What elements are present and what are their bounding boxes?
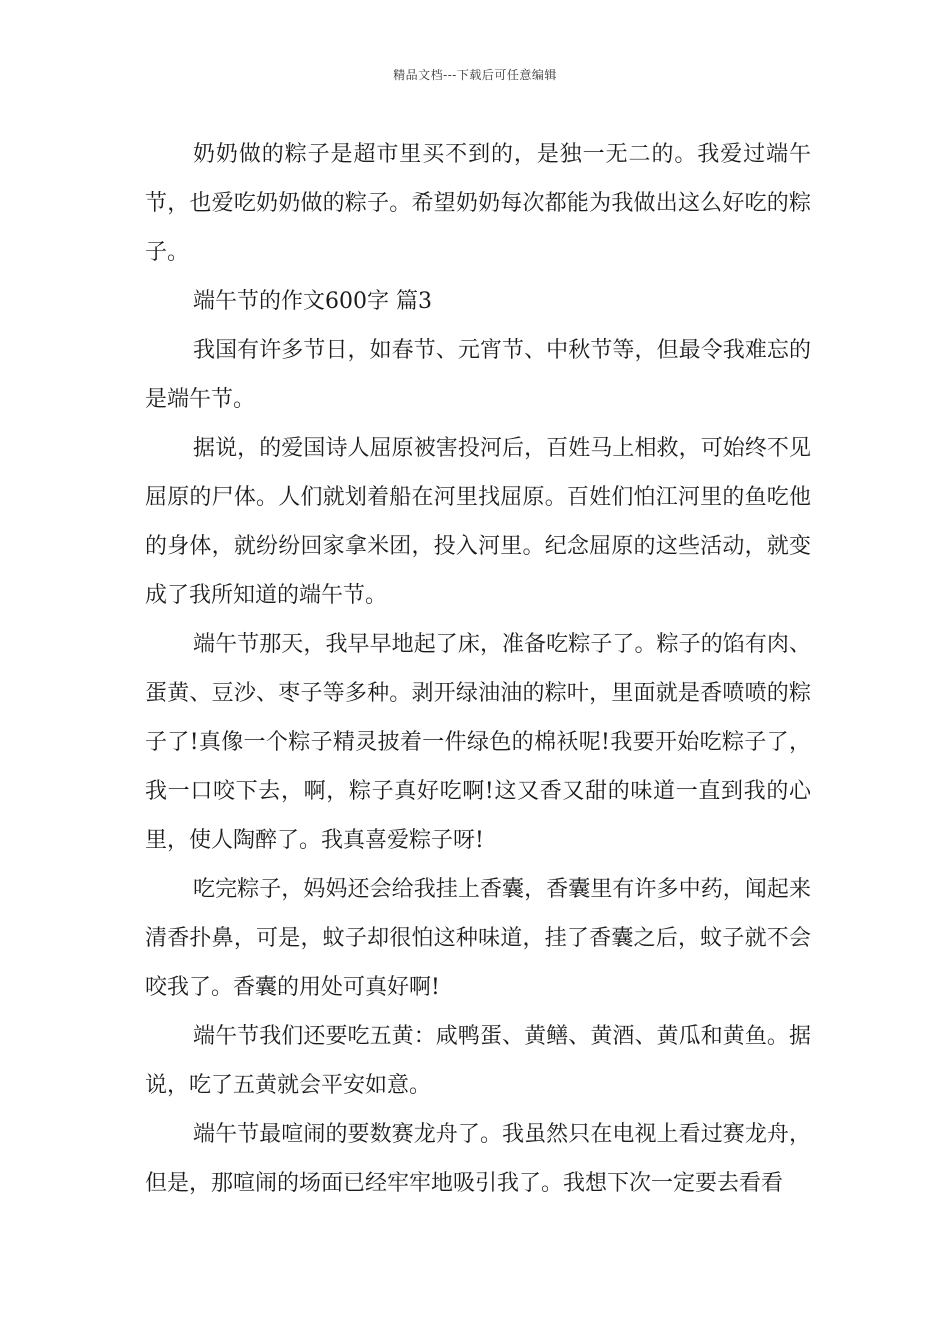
section-heading: 端午节的作文600字 篇3 — [193, 289, 432, 314]
page-header: 精品文档---下载后可任意编辑 — [393, 68, 557, 82]
paragraph-1: 奶奶做的粽子是超市里买不到的，是独一无二的。我爱过端午节，也爱吃奶奶做的粽子。希望奶奶每次都能为我做出这么好吃的粽子。 — [145, 142, 811, 265]
paragraph-7: 端午节最喧闹的要数赛龙舟了。我虽然只在电视上看过赛龙舟，但是，那喧闹的场面已经牢牢地吸引我了。我想下次一定要去看看 — [145, 1122, 811, 1196]
document-body — [145, 130, 811, 1208]
paragraph-4: 端午节那天，我早早地起了床，准备吃粽子了。粽子的馅有肉、蛋黄、豆沙、枣子等多种。剥开绿油油的粽叶，里面就是香喷喷的粽子了!真像一个粽子精灵披着一件绿色的棉袄呢!我要开始吃粽子了，我一口咬下去，啊，粽子真好吃啊!这又香又甜的味道一直到我的心里，使人陶醉了。我真喜爱粽子呀! — [145, 632, 811, 853]
paragraph-2: 我国有许多节日，如春节、元宵节、中秋节等，但最令我难忘的是端午节。 — [145, 338, 811, 412]
paragraph-5: 吃完粽子，妈妈还会给我挂上香囊，香囊里有许多中药，闻起来清香扑鼻，可是，蚊子却很怕这种味道，挂了香囊之后，蚊子就不会咬我了。香囊的用处可真好啊! — [145, 877, 811, 1000]
paragraph-3: 据说，的爱国诗人屈原被害投河后，百姓马上相救，可始终不见屈原的尸体。人们就划着船在河里找屈原。百姓们怕江河里的鱼吃他的身体，就纷纷回家拿米团，投入河里。纪念屈原的这些活动，就变成了我所知道的端午节。 — [145, 436, 811, 608]
paragraph-6: 端午节我们还要吃五黄：咸鸭蛋、黄鳝、黄酒、黄瓜和黄鱼。据说，吃了五黄就会平安如意。 — [145, 1024, 811, 1098]
